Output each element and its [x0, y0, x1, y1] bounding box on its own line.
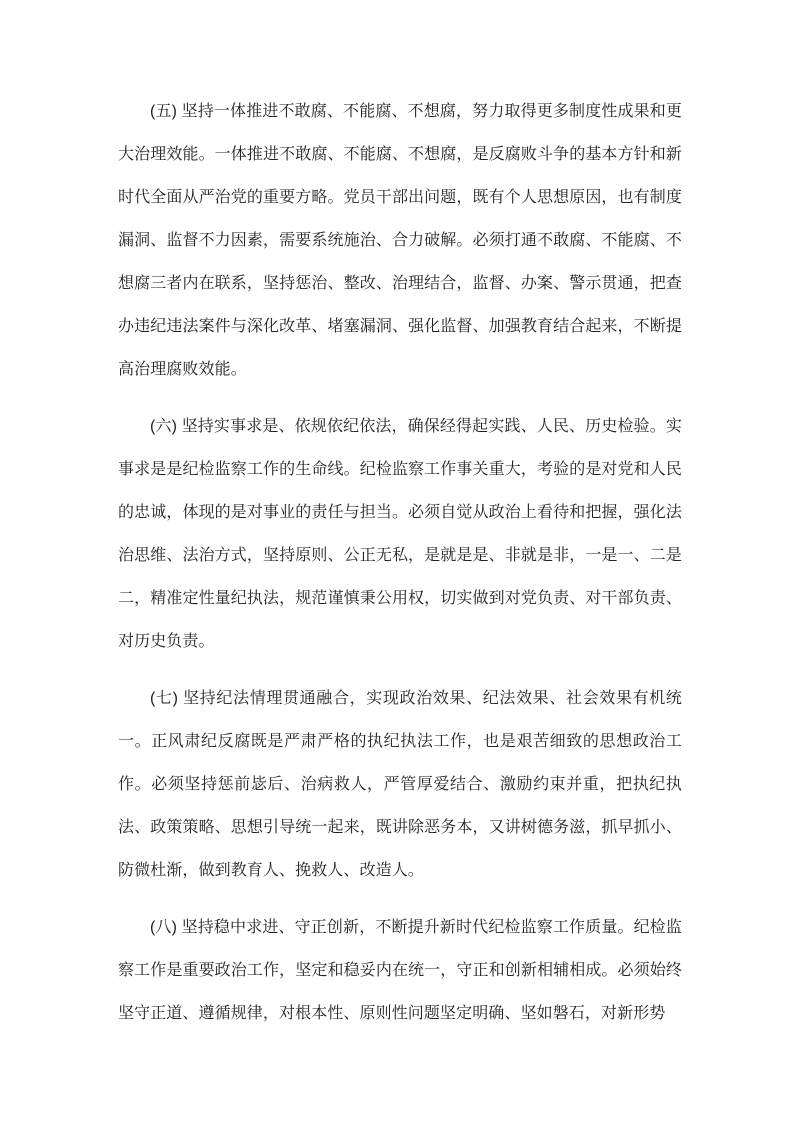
paragraph-7: (七) 坚持纪法情理贯通融合，实现政治效果、纪法效果、社会效果有机统一。正风肃纪反腐既是严肃严格的执纪执法工作，也是艰苦细致的思想政治工作。必须坚持惩前毖后、治病救人，严管厚爱结合、激励约束并重，把执纪执法、政策策略、思想引导统一起来，既讲除恶务本，又讲树德务滋，抓早抓小、防微杜渐，做到教育人、挽救人、改造人。	[118, 690, 682, 879]
document-body	[118, 90, 682, 1035]
paragraph-8: (八) 坚持稳中求进、守正创新，不断提升新时代纪检监察工作质量。纪检监察工作是重要政治工作，坚定和稳妥内在统一，守正和创新相辅相成。必须始终坚守正道、遵循规律，对根本性、原则性问题坚定明确、坚如磐石，对新形势	[118, 919, 682, 1022]
paragraph-6: (六) 坚持实事求是、依规依纪依法，确保经得起实践、人民、历史检验。实事求是是纪检监察工作的生命线。纪检监察工作事关重大，考验的是对党和人民的忠诚，体现的是对事业的责任与担当。必须自觉从政治上看待和把握，强化法治思维、法治方式，坚持原则、公正无私，是就是是、非就是非，一是一、二是二，精准定性量纪执法，规范谨慎秉公用权，切实做到对党负责、对干部负责、对历史负责。	[118, 418, 682, 650]
paragraph-5: (五) 坚持一体推进不敢腐、不能腐、不想腐，努力取得更多制度性成果和更大治理效能。一体推进不敢腐、不能腐、不想腐，是反腐败斗争的基本方针和新时代全面从严治党的重要方略。党员干部出问题，既有个人思想原因，也有制度漏洞、监督不力因素，需要系统施治、合力破解。必须打通不敢腐、不能腐、不想腐三者内在联系，坚持惩治、整改、治理结合，监督、办案、警示贯通，把查办违纪违法案件与深化改革、堵塞漏洞、强化监督、加强教育结合起来，不断提高治理腐败效能。	[118, 103, 682, 378]
